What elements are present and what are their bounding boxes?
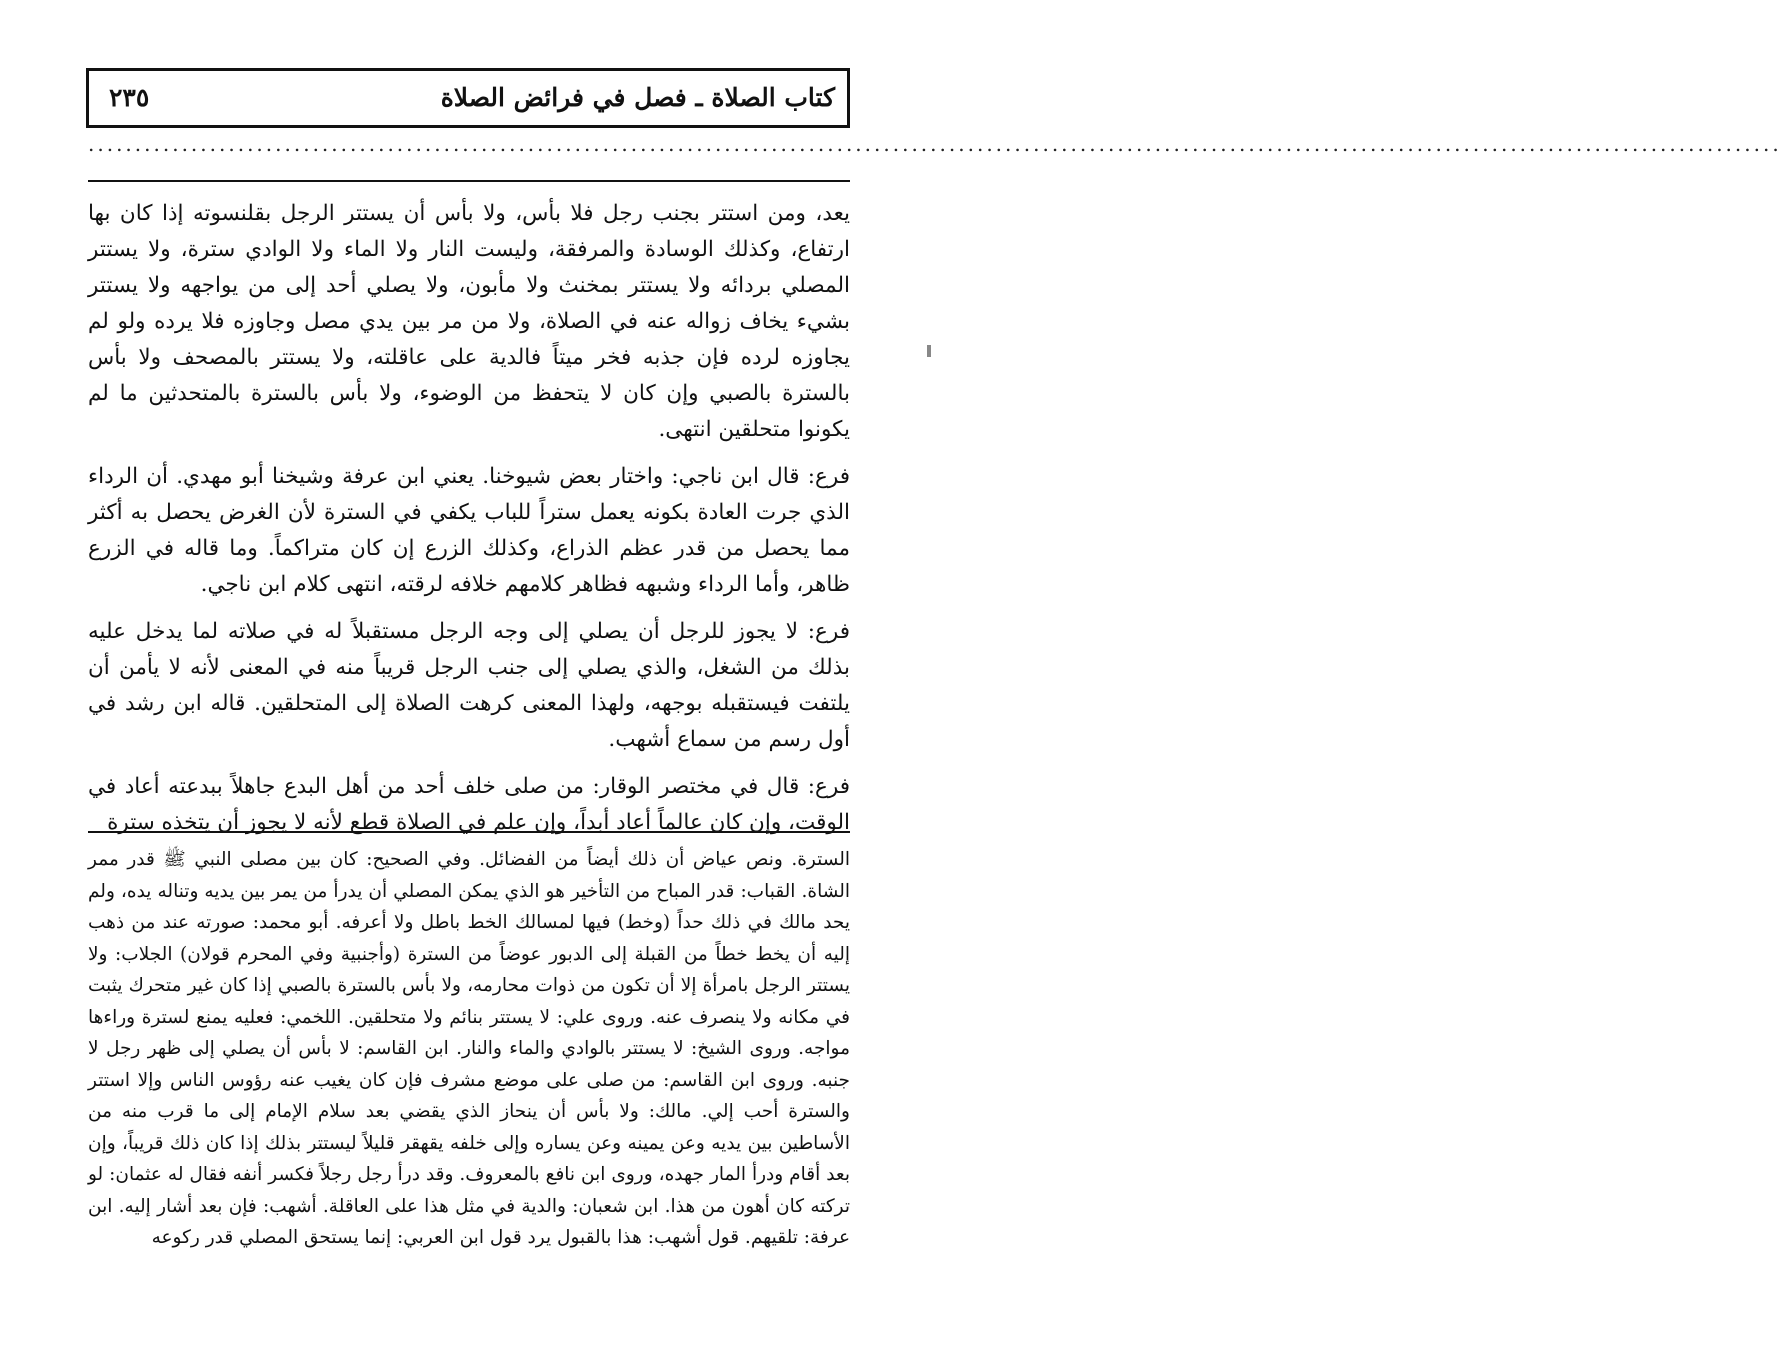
paragraph: يعد، ومن استتر بجنب رجل فلا بأس، ولا بأس أن يستتر الرجل بقلنسوته إذا كان بها ارتفاع، وكذلك الوسادة والمرفقة، وليست النار ولا الماء ولا الوادي سترة، ولا يستتر المصلي بردائه ولا يستتر بمخنث ولا مأبون، ولا يصلي أحد إلى من يواجهه ولا يستتر بشيء يخاف زواله عنه في الصلاة، ولا من مر بين يدي مصل وجاوزه فلا يرده ولو لم يجاوزه لرده فإن جذبه فخر ميتاً فالدية على عاقلته، ولا يستتر بالمصحف ولا بأس بالسترة بالصبي وإن كان لا يتحفظ من الوضوء، ولا بأس بالسترة بالمتحدثين ما لم يكونوا متحلقين انتهى. [88,201,850,442]
footnote-rule [88,831,850,833]
paragraph: فرع: قال ابن ناجي: واختار بعض شيوخنا. يعني ابن عرفة وشيخنا أبو مهدي. أن الرداء الذي جرت العادة بكونه يعمل ستراً للباب يكفي في السترة لأن الغرض يحصل به أكثر مما يحصل من قدر عظم الذراع، وكذلك الزرع إن كان متراكماً. وما قاله في الزرع ظاهر، وأما الرداء وشبهه فظاهر كلامهم خلافه لرقته، انتهى كلام ابن ناجي. [88,464,850,597]
margin-mark [927,345,931,357]
chapter-title: كتاب الصلاة ـ فصل في فرائض الصلاة [440,83,835,112]
dotted-separator: ..................................................................................................................................................................................... [88,132,1782,156]
top-rule [88,180,850,182]
footnote-commentary [88,844,850,1324]
paragraph: فرع: لا يجوز للرجل أن يصلي إلى وجه الرجل مستقبلاً له في صلاته لما يدخل عليه بذلك من الشغل، والذي يصلي إلى جنب الرجل قريباً منه في المعنى لأنه لا يأمن أن يلتفت فيستقبله بوجهه، ولهذا المعنى كرهت الصلاة إلى المتحلقين. قاله ابن رشد في أول رسم من سماع أشهب. [88,619,850,752]
running-header [86,68,850,128]
footnote-text: السترة. ونص عياض أن ذلك أيضاً من الفضائل. وفي الصحيح: كان بين مصلى النبي ﷺ قدر ممر الشاة. القباب: قدر المباح من التأخير هو الذي يمكن المصلي أن يدرأ من يمر بين يديه وتناله يده، ولم يحد مالك في ذلك حداً (وخط) فيها لمسالك الخط باطل ولا أعرفه. أبو محمد: صورته عند من ذهب إليه أن يخط خطاً من القبلة إلى الدبور عوضاً من السترة (وأجنبية وفي المحرم قولان) الجلاب: ولا يستتر الرجل بامرأة إلا أن تكون من ذوات محارمه، ولا بأس بالسترة بالصبي إذا كان غير متحرك يثبت في مكانه ولا ينصرف عنه. وروى علي: لا يستتر بنائم ولا متحلقين. اللخمي: فعليه يمنع لسترة وراءها مواجه. وروى الشيخ: لا يستتر بالوادي والماء والنار. ابن القاسم: لا بأس أن يصلي إلى ظهر رجل لا جنبه. وروى ابن القاسم: من صلى على موضع مشرف فإن كان يغيب عنه رؤوس الناس وإلا استتر والسترة أحب إلي. مالك: ولا بأس أن ينحاز الذي يقضي بعد سلام الإمام إلى ما قرب منه من الأساطين بين يديه وعن يمينه وعن يساره وإلى خلفه يقهقر قليلاً ليستتر بذلك إذا كان ذلك قريباً، وإن بعد أقام ودرأ المار جهده، وروى ابن نافع بالمعروف. وقد درأ رجل رجلاً فكسر أنفه فقال له عثمان: لو تركته كان أهون من هذا. ابن شعبان: والدية في مثل هذا على العاقلة. أشهب: فإن بعد أشار إليه. ابن عرفة: تلقيهم. قول أشهب: هذا بالقبول يرد قول ابن العربي: إنما يستحق المصلي قدر ركوعه [88,849,850,1248]
paragraph: فرع: قال في مختصر الوقار: من صلى خلف أحد من أهل البدع جاهلاً ببدعته أعاد في الوقت، وإن كان عالماً أعاد أبداً، وإن علم في الصلاة قطع لأنه لا يجوز أن يتخذه سترة [88,774,850,835]
main-text [88,196,850,835]
page-number: ٢٣٥ [109,83,150,112]
